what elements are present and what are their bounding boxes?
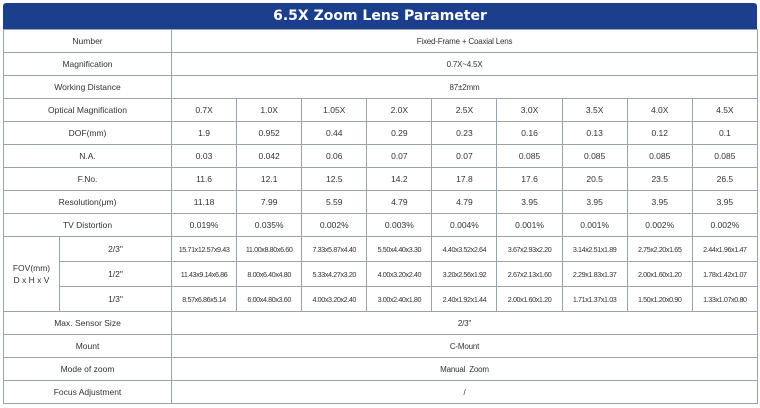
- cell-fov: 1.78x1.42x1.07: [692, 262, 757, 287]
- cell-fov: 5.50x4.40x3.30: [367, 237, 432, 262]
- cell-fov: 1.50x1.20x0.90: [627, 287, 692, 312]
- cell-fov: 15.71x12.57x9.43: [172, 237, 237, 262]
- cell-resolution: 5.59: [302, 191, 367, 214]
- cell-na: 0.085: [497, 145, 562, 168]
- value-mode-of-zoom: Manual Zoom: [172, 358, 758, 381]
- cell-fov: 2.44x1.96x1.47: [692, 237, 757, 262]
- cell-fov: 4.00x3.20x2.40: [367, 262, 432, 287]
- cell-na: 0.06: [302, 145, 367, 168]
- label-tv-distortion: TV Distortion: [4, 214, 172, 237]
- cell-dof: 0.23: [432, 122, 497, 145]
- cell-resolution: 3.95: [627, 191, 692, 214]
- cell-fno: 23.5: [627, 168, 692, 191]
- label-number: Number: [4, 30, 172, 53]
- cell-fov: 2.40x1.92x1.44: [432, 287, 497, 312]
- cell-resolution: 3.95: [562, 191, 627, 214]
- cell-optical-mag: 1.05X: [302, 99, 367, 122]
- value-magnification: 0.7X~4.5X: [172, 53, 758, 76]
- label-magnification: Magnification: [4, 53, 172, 76]
- label-resolution: Resolution(μm): [4, 191, 172, 214]
- cell-dof: 0.13: [562, 122, 627, 145]
- cell-dof: 1.9: [172, 122, 237, 145]
- cell-tv-distortion: 0.002%: [302, 214, 367, 237]
- row-number: [4, 30, 758, 53]
- label-dof: DOF(mm): [4, 122, 172, 145]
- cell-optical-mag: 4.5X: [692, 99, 757, 122]
- fov-label-line2: D x H x V: [13, 275, 50, 285]
- cell-fov: 2.00x1.60x1.20: [497, 287, 562, 312]
- table-title: 6.5X Zoom Lens Parameter: [3, 3, 757, 29]
- fov-sensor-size: 2/3": [60, 237, 172, 262]
- cell-na: 0.085: [692, 145, 757, 168]
- row-optical-magnification: [4, 99, 758, 122]
- row-magnification: [4, 53, 758, 76]
- label-fov: [4, 237, 60, 312]
- cell-tv-distortion: 0.019%: [172, 214, 237, 237]
- cell-fov: 4.00x3.20x2.40: [302, 287, 367, 312]
- parameter-table: [3, 29, 758, 404]
- cell-fov: 11.43x9.14x6.86: [172, 262, 237, 287]
- row-working-distance: [4, 76, 758, 99]
- cell-dof: 0.952: [237, 122, 302, 145]
- row-fov-1-2: [4, 262, 758, 287]
- cell-na: 0.07: [367, 145, 432, 168]
- cell-tv-distortion: 0.001%: [497, 214, 562, 237]
- cell-fov: 2.29x1.83x1.37: [562, 262, 627, 287]
- cell-fov: 5.33x4.27x3.20: [302, 262, 367, 287]
- cell-fno: 20.5: [562, 168, 627, 191]
- cell-optical-mag: 4.0X: [627, 99, 692, 122]
- cell-fov: 1.33x1.07x0.80: [692, 287, 757, 312]
- cell-tv-distortion: 0.035%: [237, 214, 302, 237]
- cell-fov: 2.67x2.13x1.60: [497, 262, 562, 287]
- row-fno: [4, 168, 758, 191]
- cell-na: 0.042: [237, 145, 302, 168]
- cell-dof: 0.16: [497, 122, 562, 145]
- row-dof: [4, 122, 758, 145]
- cell-na: 0.03: [172, 145, 237, 168]
- cell-fno: 12.1: [237, 168, 302, 191]
- cell-tv-distortion: 0.001%: [562, 214, 627, 237]
- cell-fov: 8.57x6.86x5.14: [172, 287, 237, 312]
- cell-resolution: 11.18: [172, 191, 237, 214]
- cell-resolution: 3.95: [497, 191, 562, 214]
- cell-fov: 3.20x2.56x1.92: [432, 262, 497, 287]
- cell-fno: 14.2: [367, 168, 432, 191]
- cell-tv-distortion: 0.004%: [432, 214, 497, 237]
- label-optical-magnification: Optical Magnification: [4, 99, 172, 122]
- row-resolution: [4, 191, 758, 214]
- label-mount: Mount: [4, 335, 172, 358]
- value-mount: C-Mount: [172, 335, 758, 358]
- label-max-sensor: Max. Sensor Size: [4, 312, 172, 335]
- cell-dof: 0.44: [302, 122, 367, 145]
- cell-fov: 3.14x2.51x1.89: [562, 237, 627, 262]
- row-mount: [4, 335, 758, 358]
- value-working-distance: 87±2mm: [172, 76, 758, 99]
- label-na: N.A.: [4, 145, 172, 168]
- cell-dof: 0.29: [367, 122, 432, 145]
- cell-optical-mag: 0.7X: [172, 99, 237, 122]
- cell-na: 0.07: [432, 145, 497, 168]
- cell-na: 0.085: [627, 145, 692, 168]
- fov-label-line1: FOV(mm): [12, 263, 51, 273]
- cell-resolution: 3.95: [692, 191, 757, 214]
- fov-sensor-size: 1/3": [60, 287, 172, 312]
- cell-fno: 26.5: [692, 168, 757, 191]
- row-mode-of-zoom: [4, 358, 758, 381]
- fov-sensor-size: 1/2": [60, 262, 172, 287]
- cell-tv-distortion: 0.002%: [627, 214, 692, 237]
- cell-optical-mag: 1.0X: [237, 99, 302, 122]
- cell-fov: 7.33x5.87x4.40: [302, 237, 367, 262]
- cell-optical-mag: 3.5X: [562, 99, 627, 122]
- cell-optical-mag: 2.5X: [432, 99, 497, 122]
- cell-resolution: 4.79: [367, 191, 432, 214]
- row-fov-1-3: [4, 287, 758, 312]
- value-focus-adjustment: /: [172, 381, 758, 404]
- cell-optical-mag: 2.0X: [367, 99, 432, 122]
- cell-fno: 12.5: [302, 168, 367, 191]
- cell-resolution: 7.99: [237, 191, 302, 214]
- cell-fno: 17.6: [497, 168, 562, 191]
- cell-fov: 4.40x3.52x2.64: [432, 237, 497, 262]
- label-working-distance: Working Distance: [4, 76, 172, 99]
- cell-na: 0.085: [562, 145, 627, 168]
- cell-fov: 6.00x4.80x3.60: [237, 287, 302, 312]
- cell-fov: 3.67x2.93x2.20: [497, 237, 562, 262]
- cell-fno: 17.8: [432, 168, 497, 191]
- label-fno: F.No.: [4, 168, 172, 191]
- cell-fov: 2.75x2.20x1.65: [627, 237, 692, 262]
- cell-fov: 2.00x1.60x1.20: [627, 262, 692, 287]
- row-tv-distortion: [4, 214, 758, 237]
- row-focus-adjustment: [4, 381, 758, 404]
- label-focus-adjustment: Focus Adjustment: [4, 381, 172, 404]
- cell-dof: 0.1: [692, 122, 757, 145]
- cell-resolution: 4.79: [432, 191, 497, 214]
- row-max-sensor: [4, 312, 758, 335]
- row-fov-2-3: [4, 237, 758, 262]
- cell-dof: 0.12: [627, 122, 692, 145]
- cell-fov: 8.00x6.40x4.80: [237, 262, 302, 287]
- cell-tv-distortion: 0.002%: [692, 214, 757, 237]
- value-max-sensor: 2/3": [172, 312, 758, 335]
- row-na: [4, 145, 758, 168]
- cell-fov: 1.71x1.37x1.03: [562, 287, 627, 312]
- cell-fno: 11.6: [172, 168, 237, 191]
- cell-tv-distortion: 0.003%: [367, 214, 432, 237]
- value-number: Fixed-Frame + Coaxial Lens: [172, 30, 758, 53]
- label-mode-of-zoom: Mode of zoom: [4, 358, 172, 381]
- cell-optical-mag: 3.0X: [497, 99, 562, 122]
- cell-fov: 3.00x2.40x1.80: [367, 287, 432, 312]
- cell-fov: 11.00x8.80x6.60: [237, 237, 302, 262]
